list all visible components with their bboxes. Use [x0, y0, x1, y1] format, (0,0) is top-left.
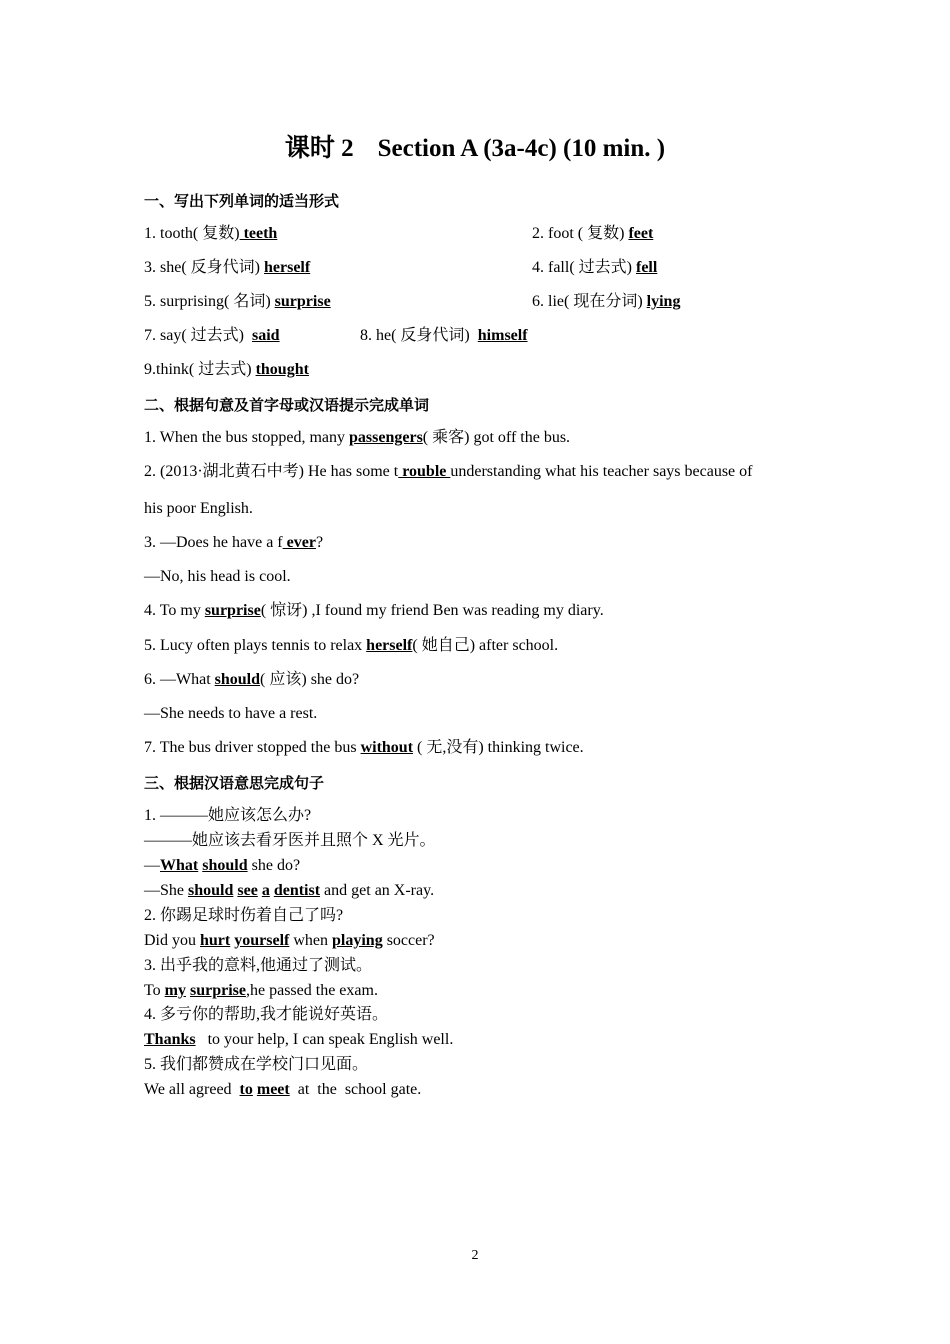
- part3-heading: 三、根据汉语意思完成句子: [144, 774, 325, 792]
- part1-heading: 一、写出下列单词的适当形式: [144, 192, 340, 210]
- part3-line-11: 5. 我们都赞成在学校门口见面。: [144, 1056, 369, 1073]
- part3-line-6: Did you hurt yourself when playing soccer?: [144, 932, 435, 949]
- part1-item-3: 3. she( 反身代词) herself: [144, 259, 311, 276]
- part3-line-1: 1. ———她应该怎么办?: [144, 807, 312, 824]
- part1-item-9: 9.think( 过去式) thought: [144, 361, 309, 378]
- part3-line-3: —What should she do?: [144, 857, 301, 874]
- page-number: 2: [471, 1248, 479, 1263]
- part2-sentence-7: 7. The bus driver stopped the bus without ( 无,没有) thinking twice.: [144, 739, 584, 756]
- part2-sentence-1: 1. When the bus stopped, many passengers( 乘客) got off the bus.: [144, 429, 571, 446]
- page-title: [0, 133, 950, 165]
- part2-sentence-2: 2. (2013·湖北黄石中考) He has some t rouble understanding what his teacher says because of: [144, 463, 753, 480]
- part3-line-5: 2. 你踢足球时伤着自己了吗?: [144, 907, 344, 924]
- title-prefix: 课时 2: [284, 135, 354, 162]
- title-main: Section A (3a-4c) (10 min. ): [377, 135, 666, 162]
- part1-item-8: 8. he( 反身代词) himself: [360, 327, 528, 344]
- part3-line-12: We all agreed to meet at the school gate.: [144, 1081, 422, 1098]
- part2-sentence-5: 5. Lucy often plays tennis to relax herself( 她自己) after school.: [144, 637, 559, 654]
- part3-line-4: —She should see a dentist and get an X-ray.: [144, 882, 435, 899]
- part1-item-4: 4. fall( 过去式) fell: [532, 259, 658, 276]
- part2-sentence-6: 6. —What should( 应该) she do?: [144, 671, 360, 688]
- part2-sentence-3: 3. —Does he have a f ever?: [144, 534, 324, 551]
- part3-line-8: To my surprise,he passed the exam.: [144, 982, 378, 999]
- part3-line-10: Thanks to your help, I can speak English well.: [144, 1031, 454, 1048]
- part2-sentence-4: 4. To my surprise( 惊讶) ,I found my friend Ben was reading my diary.: [144, 602, 604, 619]
- part1-item-5: 5. surprising( 名词) surprise: [144, 293, 331, 310]
- part2-sentence-3-reply: —No, his head is cool.: [144, 568, 291, 585]
- part3-line-9: 4. 多亏你的帮助,我才能说好英语。: [144, 1006, 389, 1023]
- part2-sentence-6-reply: —She needs to have a rest.: [144, 705, 318, 722]
- part1-item-7: 7. say( 过去式) said: [144, 327, 280, 344]
- part3-line-7: 3. 出乎我的意料,他通过了测试。: [144, 957, 373, 974]
- part3-line-2: ———她应该去看牙医并且照个 X 光片。: [144, 832, 436, 849]
- part2-sentence-2-cont: his poor English.: [144, 500, 253, 517]
- part1-item-2: 2. foot ( 复数) feet: [532, 225, 654, 242]
- part2-heading: 二、根据句意及首字母或汉语提示完成单词: [144, 396, 430, 414]
- part1-item-1: 1. tooth( 复数) teeth: [144, 225, 278, 242]
- part1-item-6: 6. lie( 现在分词) lying: [532, 293, 681, 310]
